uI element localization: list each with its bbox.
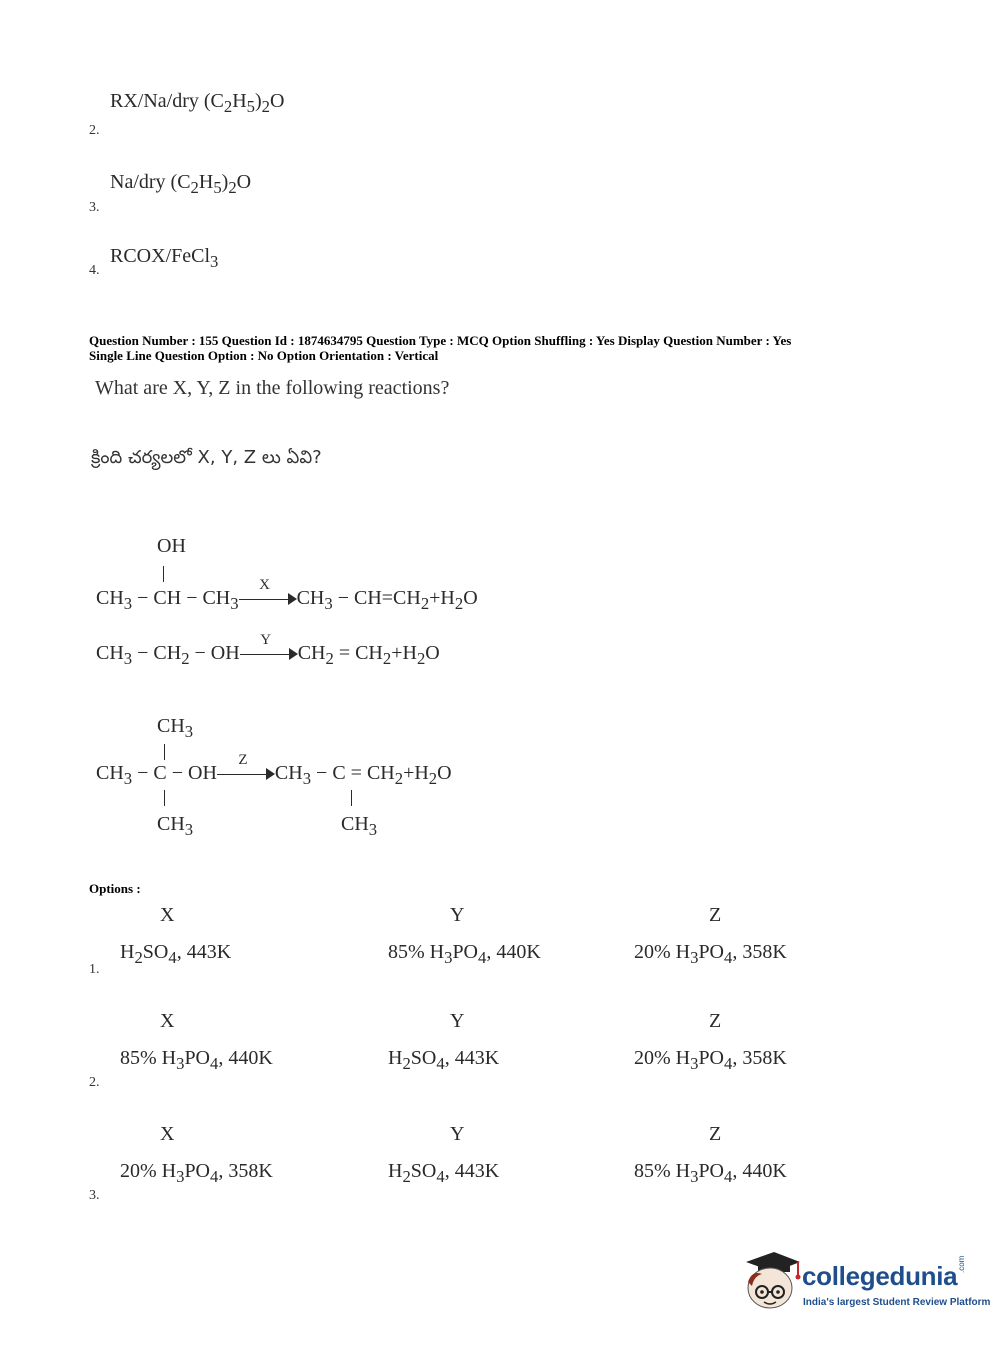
reaction-2-equation [96,632,440,669]
logo-wordmark: collegedunia [802,1261,958,1291]
option-value-z: 20% $H_3PO_4$, 358K [634,1047,787,1073]
option-header-x: X [160,904,175,926]
bond-line [351,790,352,806]
option-header-z: Z [709,1010,722,1032]
prev-option-text: RCOX/FeCl$_3$ [110,245,219,271]
option-value-z: 85% $H_3PO_4$, 440K [634,1160,787,1186]
option-value-y: 85% $H_3PO_4$, 440K [388,941,541,967]
logo-tagline: India's largest Student Review Platform [803,1297,991,1308]
mascot-icon [740,1248,802,1314]
question-meta-line2: Single Line Question Option : No Option Orientation : Vertical [89,348,439,363]
reaction-3-reactant: $CH_3 - C$ − OH [96,762,217,788]
bond-line [163,566,164,582]
reaction-2-reagent-label: Y [260,632,272,649]
option-value-z: 20% $H_3PO_4$, 358K [634,941,787,967]
option-header-z: Z [709,904,722,926]
option-header-x: X [160,1123,175,1145]
reaction-3-bottom-left-group: $CH_3$ [157,813,194,839]
options-label: Options : [89,881,141,896]
reaction-2-product: $CH_2 = CH_2+H_2O$ [297,642,440,668]
reaction-3-top-group: $CH_3$ [157,715,194,741]
reaction-arrow [217,752,275,784]
option-value-x: $H_2SO_4$, 443K [120,941,232,967]
prev-option-number: 3. [89,200,100,215]
option-header-y: Y [450,904,465,926]
logo-suffix: .com [957,1255,966,1273]
reaction-2-reactant: $CH_3 - CH_2$ − OH [96,642,240,668]
prev-option-text: Na/dry $(C_2H_5)_2O$ [110,171,252,197]
option-number: 3. [89,1188,100,1203]
prev-option-text: RX/Na/dry $(C_2H_5)_2O$ [110,90,285,116]
reaction-arrow [239,577,297,609]
reaction-3-product: $CH_3 - C = CH_2+H_2O$ [274,762,452,788]
reaction-1-product: $CH_3 - CH=CH_2+H_2O$ [296,587,478,613]
option-number: 2. [89,1075,100,1090]
reaction-3-bottom-right-group: $CH_3$ [341,813,378,839]
question-text-telugu: క్రింది చర్యలలో X, Y, Z లు ఏవి? [91,447,322,468]
option-value-x: 20% $H_3PO_4$, 358K [120,1160,273,1186]
option-header-y: Y [450,1010,465,1032]
question-meta-line1: Question Number : 155 Question Id : 1874634795 Question Type : MCQ Option Shuffling : Yes Display Question Number : Yes [89,333,792,348]
reaction-1-reagent-label: X [259,577,270,594]
reaction-1-reactant: $CH_3$ − CH − $CH_3$ [96,587,239,613]
option-header-x: X [160,1010,175,1032]
question-text-english: What are X, Y, Z in the following reactions? [95,377,450,399]
reaction-3-equation [96,752,452,789]
bond-line [164,790,165,806]
reaction-arrow [240,632,298,664]
reaction-1-equation [96,577,478,614]
prev-option-number: 4. [89,263,100,278]
option-value-y: $H_2SO_4$, 443K [388,1160,500,1186]
reaction-3-reagent-label: Z [238,752,248,769]
option-value-x: 85% $H_3PO_4$, 440K [120,1047,273,1073]
reaction-1-oh: OH [157,535,186,557]
bond-line [164,744,165,760]
prev-option-number: 2. [89,123,100,138]
option-header-y: Y [450,1123,465,1145]
option-value-y: $H_2SO_4$, 443K [388,1047,500,1073]
option-header-z: Z [709,1123,722,1145]
option-number: 1. [89,962,100,977]
